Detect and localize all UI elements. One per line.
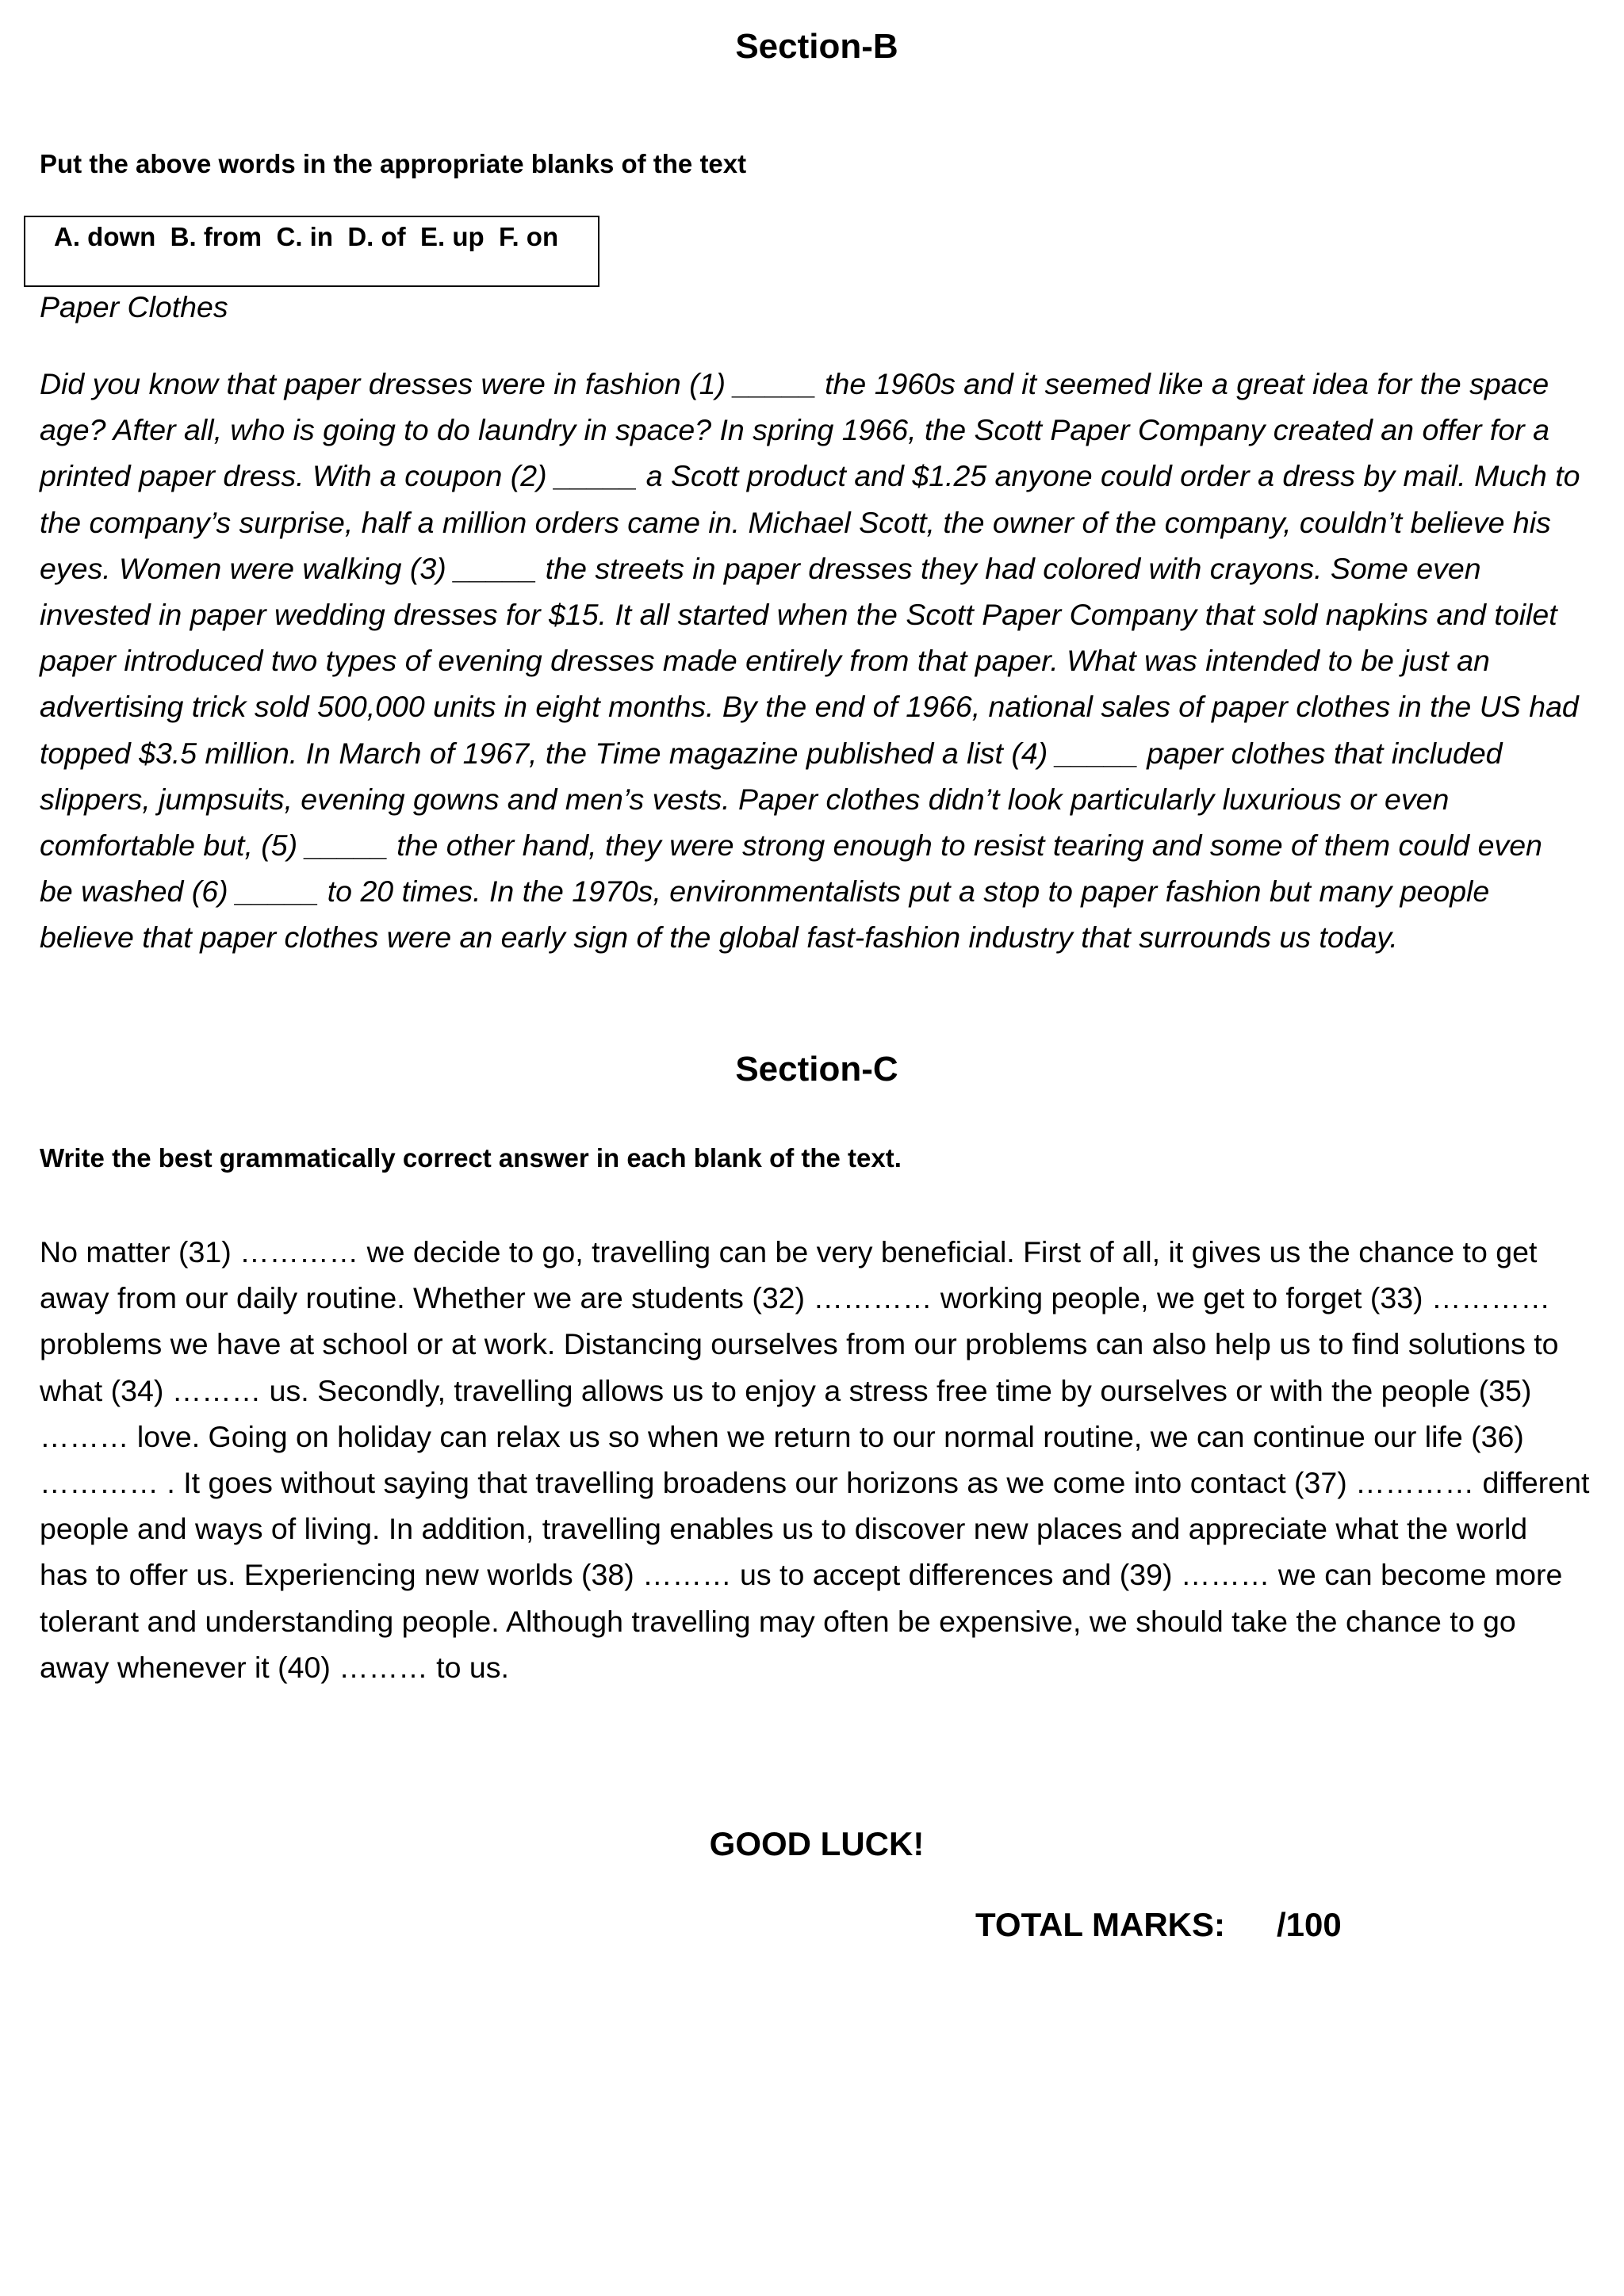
section-c-passage (40, 1229, 1594, 1690)
passage-line: ……… love. Going on holiday can relax us so when we return to our normal routine, we can continue our life (36) (40, 1419, 1524, 1453)
passage-line: ………… . It goes without saying that travelling broadens our horizons as we come into contact (37) ………… different (40, 1466, 1590, 1500)
section-c-instruction: Write the best grammatically correct answer in each blank of the text. (40, 1143, 902, 1173)
passage-line: away whenever it (40) ……… to us. (40, 1650, 509, 1684)
passage-line: believe that paper clothes were an early sign of the global fast-fashion industry that surrounds us today. (40, 920, 1398, 955)
section-b-heading: Section-B (735, 27, 898, 66)
passage-line: has to offer us. Experiencing new worlds (38) ……… us to accept differences and (39) ……… we can become more (40, 1558, 1563, 1592)
passage-line: problems we have at school or at work. Distancing ourselves from our problems can also help us to find solutions to (40, 1327, 1559, 1361)
section-b-instruction: Put the above words in the appropriate blanks of the text (40, 149, 747, 178)
passage-line: what (34) ……… us. Secondly, travelling allows us to enjoy a stress free time by ourselves or with the people (35) (40, 1373, 1532, 1407)
passage-line: age? After all, who is going to do laundry in space? In spring 1966, the Scott Paper Company created an offer for a (40, 413, 1549, 447)
passage-line: advertising trick sold 500,000 units in eight months. By the end of 1966, national sales of paper clothes in the US had (40, 690, 1579, 724)
good-luck-text: GOOD LUCK! (709, 1825, 925, 1862)
section-b-passage (40, 361, 1594, 961)
story-title: Paper Clothes (40, 290, 228, 323)
passage-line: tolerant and understanding people. Although travelling may often be expensive, we should take the chance to go (40, 1604, 1516, 1638)
passage-line: away from our daily routine. Whether we are students (32) ………… working people, we get to forget (33) ………… (40, 1281, 1550, 1315)
total-marks-value: /100 (1277, 1906, 1342, 1943)
word-options: A. down B. from C. in D. of E. up F. on (54, 222, 559, 251)
passage-line: Did you know that paper dresses were in fashion (1) _____ the 1960s and it seemed like a great idea for the space (40, 367, 1549, 400)
passage-line: printed paper dress. With a coupon (2) _____ a Scott product and $1.25 anyone could order a dress by mail. Much to (40, 459, 1580, 493)
passage-line: the company’s surprise, half a million orders came in. Michael Scott, the owner of the company, couldn’t believe his (40, 505, 1551, 539)
total-marks-label: TOTAL MARKS: (975, 1906, 1225, 1943)
passage-line: people and ways of living. In addition, travelling enables us to discover new places and appreciate what the world (40, 1512, 1528, 1546)
passage-line: eyes. Women were walking (3) _____ the streets in paper dresses they had colored with crayons. Some even (40, 551, 1481, 585)
passage-line: paper introduced two types of evening dresses made entirely from that paper. What was intended to be just an (40, 644, 1490, 678)
passage-line: No matter (31) ………… we decide to go, travelling can be very beneficial. First of all, it gives us the chance to get (40, 1235, 1538, 1269)
passage-line: topped $3.5 million. In March of 1967, the Time magazine published a list (4) _____ paper clothes that included (40, 736, 1503, 770)
word-options-box (24, 216, 599, 287)
section-c-heading: Section-C (735, 1050, 898, 1089)
passage-line: comfortable but, (5) _____ the other hand, they were strong enough to resist tearing and some of them could even (40, 828, 1542, 863)
passage-line: slippers, jumpsuits, evening gowns and men’s vests. Paper clothes didn’t look particularly luxurious or even (40, 782, 1450, 816)
passage-line: be washed (6) _____ to 20 times. In the 1970s, environmentalists put a stop to paper fashion but many people (40, 874, 1490, 909)
passage-line: invested in paper wedding dresses for $15. It all started when the Scott Paper Company that sold napkins and toilet (40, 598, 1557, 632)
